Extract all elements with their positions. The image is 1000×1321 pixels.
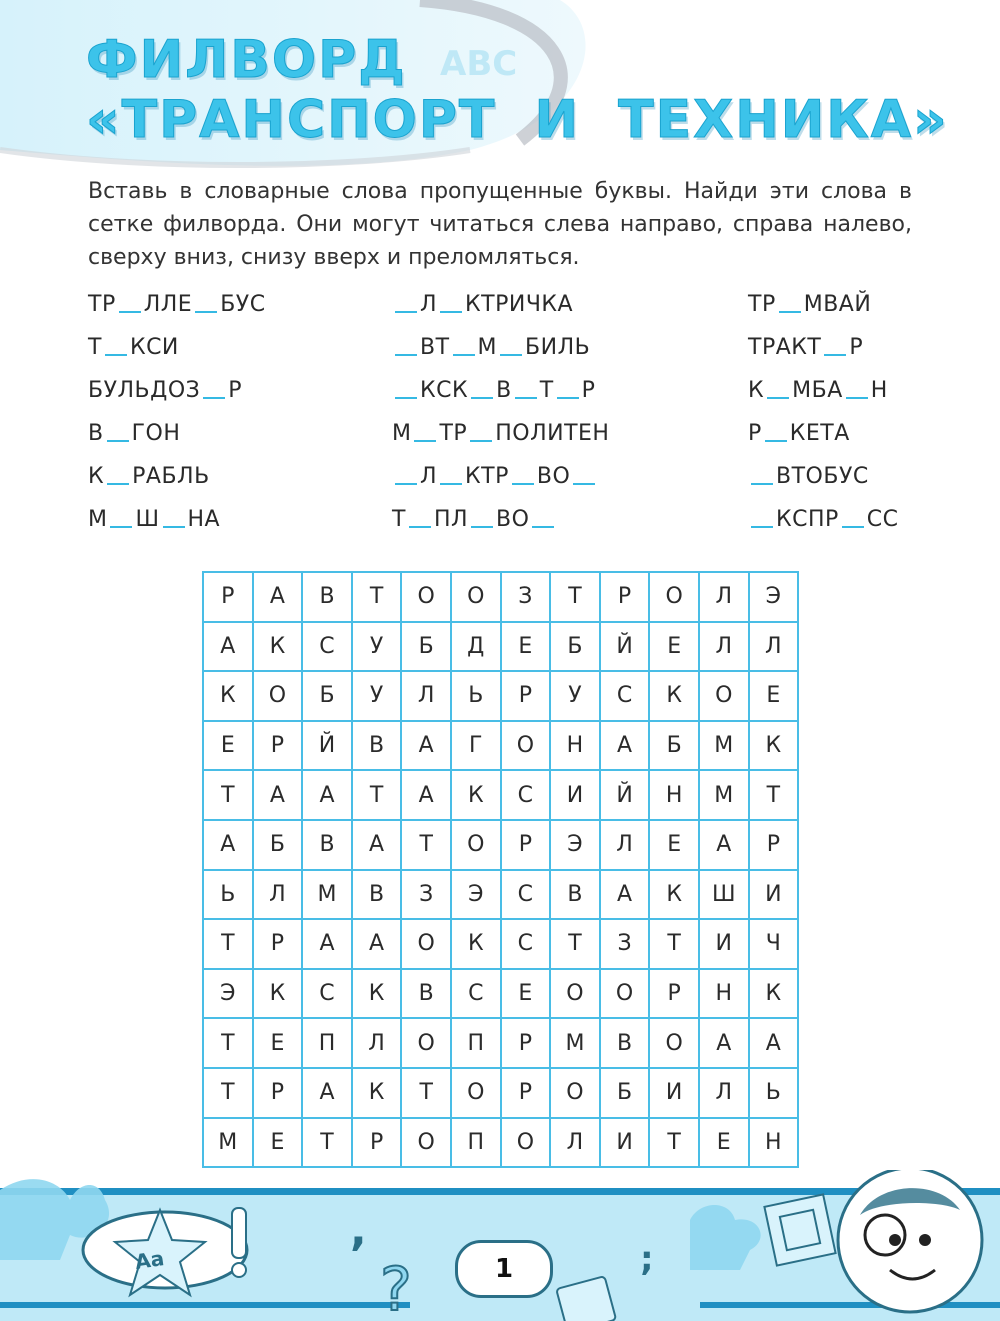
grid-cell: К: [452, 771, 502, 821]
word-item: [392, 369, 609, 412]
grid-cell: З: [502, 573, 552, 623]
grid-cell: Т: [353, 771, 403, 821]
missing-letter-blank: [515, 397, 537, 399]
missing-letter-blank: [203, 397, 225, 399]
grid-cell: Т: [204, 771, 254, 821]
grid-cell: О: [601, 970, 651, 1020]
grid-cell: Й: [601, 623, 651, 673]
word-fragment: В: [88, 421, 104, 446]
missing-letter-blank: [779, 311, 801, 313]
grid-cell: А: [303, 920, 353, 970]
word-column-3: [748, 283, 899, 541]
missing-letter-blank: [440, 311, 462, 313]
grid-cell: Л: [700, 1069, 750, 1119]
word-column-2: [392, 283, 609, 541]
grid-cell: Р: [502, 1019, 552, 1069]
word-fragment: ВО: [496, 507, 530, 532]
grid-cell: Л: [551, 1119, 601, 1169]
grid-cell: О: [402, 920, 452, 970]
grid-cell: К: [254, 970, 304, 1020]
grid-cell: У: [551, 672, 601, 722]
word-fragment: Т: [88, 335, 102, 360]
missing-letter-blank: [512, 483, 534, 485]
grid-cell: У: [353, 623, 403, 673]
grid-cell: Э: [204, 970, 254, 1020]
grid-cell: Е: [204, 722, 254, 772]
missing-letter-blank: [532, 526, 554, 528]
grid-cell: А: [402, 722, 452, 772]
missing-letter-blank: [573, 483, 595, 485]
word-fragment: БУС: [220, 292, 266, 317]
grid-cell: А: [402, 771, 452, 821]
grid-cell: А: [353, 920, 403, 970]
grid-cell: К: [750, 722, 800, 772]
missing-letter-blank: [409, 526, 431, 528]
grid-cell: Р: [502, 672, 552, 722]
grid-cell: Е: [502, 970, 552, 1020]
missing-letter-blank: [440, 483, 462, 485]
word-fragment: Р: [849, 335, 864, 360]
grid-cell: А: [700, 1019, 750, 1069]
grid-cell: С: [502, 920, 552, 970]
grid-cell: О: [551, 1069, 601, 1119]
grid-cell: Е: [650, 623, 700, 673]
word-item: [748, 498, 899, 541]
grid-cell: П: [303, 1019, 353, 1069]
word-fragment: РАБЛЬ: [132, 464, 210, 489]
grid-cell: О: [402, 573, 452, 623]
grid-cell: В: [601, 1019, 651, 1069]
word-fragment: ВТОБУС: [776, 464, 869, 489]
grid-cell: У: [353, 672, 403, 722]
grid-cell: А: [303, 771, 353, 821]
grid-cell: Б: [601, 1069, 651, 1119]
svg-text:;: ;: [640, 1239, 654, 1279]
missing-letter-blank: [751, 526, 773, 528]
grid-cell: А: [254, 573, 304, 623]
grid-cell: К: [750, 970, 800, 1020]
missing-letter-blank: [842, 526, 864, 528]
grid-cell: И: [601, 1119, 651, 1169]
grid-cell: Т: [551, 573, 601, 623]
word-fragment: КТР: [465, 464, 509, 489]
grid-cell: А: [353, 821, 403, 871]
grid-cell: Р: [502, 821, 552, 871]
grid-cell: М: [700, 771, 750, 821]
filword-grid: [202, 571, 799, 1168]
grid-cell: П: [452, 1019, 502, 1069]
grid-cell: Э: [551, 821, 601, 871]
missing-letter-blank: [395, 354, 417, 356]
missing-letter-blank: [557, 397, 579, 399]
grid-cell: Р: [254, 920, 304, 970]
grid-cell: С: [452, 970, 502, 1020]
grid-cell: Г: [452, 722, 502, 772]
grid-cell: Р: [204, 573, 254, 623]
grid-cell: Т: [204, 1069, 254, 1119]
grid-cell: Е: [650, 821, 700, 871]
word-fragment: М: [88, 507, 108, 532]
grid-cell: Ь: [204, 871, 254, 921]
word-list: [0, 283, 1000, 553]
grid-cell: О: [254, 672, 304, 722]
word-item: [88, 369, 266, 412]
grid-cell: Т: [353, 573, 403, 623]
grid-cell: К: [353, 970, 403, 1020]
missing-letter-blank: [395, 311, 417, 313]
word-fragment: ВО: [536, 464, 571, 489]
grid-cell: Ь: [452, 672, 502, 722]
grid-cell: З: [402, 871, 452, 921]
grid-cell: Р: [254, 722, 304, 772]
grid-cell: К: [254, 623, 304, 673]
word-item: [88, 498, 266, 541]
grid-cell: Р: [353, 1119, 403, 1169]
grid-cell: Р: [650, 970, 700, 1020]
missing-letter-blank: [470, 440, 492, 442]
grid-cell: М: [204, 1119, 254, 1169]
grid-cell: Т: [303, 1119, 353, 1169]
word-fragment: СС: [866, 507, 899, 532]
grid-cell: О: [452, 1069, 502, 1119]
grid-cell: Л: [353, 1019, 403, 1069]
grid-cell: С: [303, 623, 353, 673]
word-item: [88, 455, 266, 498]
grid-cell: Б: [402, 623, 452, 673]
grid-cell: Т: [650, 920, 700, 970]
word-fragment: Т: [539, 378, 554, 403]
word-fragment: МБА: [792, 378, 843, 403]
word-item: [392, 412, 609, 455]
grid-cell: Б: [650, 722, 700, 772]
grid-cell: Ь: [750, 1069, 800, 1119]
grid-cell: К: [204, 672, 254, 722]
grid-cell: Р: [502, 1069, 552, 1119]
word-fragment: Т: [392, 507, 406, 532]
word-fragment: ПЛ: [433, 507, 469, 532]
instructions-text: Вставь в словарные слова пропущенные буквы. Найди эти слова в сетке филворда. Они могут читаться слева направо, справа налево, сверху вниз, снизу вверх и преломляться.: [88, 179, 912, 270]
missing-letter-blank: [395, 397, 417, 399]
grid-cell: Т: [551, 920, 601, 970]
word-fragment: НА: [187, 507, 221, 532]
grid-cell: Р: [750, 821, 800, 871]
grid-cell: А: [601, 722, 651, 772]
grid-cell: И: [700, 920, 750, 970]
word-fragment: КСК: [420, 378, 469, 403]
grid-cell: А: [204, 623, 254, 673]
title-line-2: «ТРАНСПОРТ И ТЕХНИКА»: [86, 90, 949, 150]
word-fragment: БИЛЬ: [525, 335, 591, 360]
grid-cell: И: [650, 1069, 700, 1119]
grid-cell: А: [700, 821, 750, 871]
aa-badge: Аа: [133, 1246, 166, 1274]
grid-cell: Е: [700, 1119, 750, 1169]
grid-cell: Ш: [700, 871, 750, 921]
grid-cell: С: [303, 970, 353, 1020]
word-column-1: [88, 283, 266, 541]
grid-cell: А: [204, 821, 254, 871]
word-fragment: Ш: [135, 507, 160, 532]
word-item: [392, 498, 609, 541]
grid-cell: В: [353, 871, 403, 921]
word-item: [748, 412, 899, 455]
grid-cell: Э: [750, 573, 800, 623]
grid-cell: Т: [402, 1069, 452, 1119]
word-fragment: ПОЛИТЕН: [495, 421, 610, 446]
grid-cell: О: [452, 821, 502, 871]
word-item: [748, 455, 899, 498]
word-fragment: К: [748, 378, 765, 403]
grid-cell: О: [551, 970, 601, 1020]
word-fragment: КЕТА: [789, 421, 850, 446]
grid-cell: Р: [601, 573, 651, 623]
grid-cell: Р: [254, 1069, 304, 1119]
grid-cell: Т: [650, 1119, 700, 1169]
grid-cell: З: [601, 920, 651, 970]
grid-cell: О: [700, 672, 750, 722]
title-line-1: ФИЛВОРД: [86, 30, 407, 90]
word-item: [392, 283, 609, 326]
grid-cell: О: [452, 573, 502, 623]
grid-cell: Н: [650, 771, 700, 821]
grid-cell: Ч: [750, 920, 800, 970]
grid-cell: К: [650, 871, 700, 921]
grid-cell: В: [551, 871, 601, 921]
word-fragment: Н: [870, 378, 888, 403]
missing-letter-blank: [453, 354, 475, 356]
grid-cell: Н: [750, 1119, 800, 1169]
grid-cell: Л: [700, 573, 750, 623]
grid-cell: К: [452, 920, 502, 970]
grid-cell: М: [303, 871, 353, 921]
word-item: [392, 455, 609, 498]
grid-cell: О: [502, 1119, 552, 1169]
word-item: [392, 326, 609, 369]
grid-cell: К: [650, 672, 700, 722]
word-fragment: Р: [228, 378, 243, 403]
missing-letter-blank: [395, 483, 417, 485]
grid-cell: Е: [750, 672, 800, 722]
grid-cell: Б: [303, 672, 353, 722]
word-fragment: Л: [420, 292, 438, 317]
word-fragment: Л: [420, 464, 438, 489]
word-fragment: ЛЛЕ: [143, 292, 193, 317]
word-item: [88, 283, 266, 326]
grid-cell: М: [551, 1019, 601, 1069]
missing-letter-blank: [119, 311, 141, 313]
grid-cell: Л: [402, 672, 452, 722]
grid-cell: Т: [402, 821, 452, 871]
grid-cell: С: [601, 672, 651, 722]
grid-cell: Л: [254, 871, 304, 921]
grid-cell: Б: [551, 623, 601, 673]
word-item: [88, 412, 266, 455]
grid-cell: Л: [700, 623, 750, 673]
word-fragment: М: [392, 421, 412, 446]
missing-letter-blank: [107, 483, 129, 485]
word-fragment: КТРИЧКА: [465, 292, 574, 317]
missing-letter-blank: [414, 440, 436, 442]
missing-letter-blank: [824, 354, 846, 356]
word-fragment: Р: [581, 378, 596, 403]
grid-cell: В: [402, 970, 452, 1020]
missing-letter-blank: [163, 526, 185, 528]
missing-letter-blank: [751, 483, 773, 485]
page-number: 1: [455, 1240, 553, 1298]
svg-text:,: ,: [350, 1205, 367, 1256]
svg-text:ABC: ABC: [440, 44, 518, 84]
grid-cell: О: [502, 722, 552, 772]
word-fragment: Р: [748, 421, 762, 446]
grid-cell: А: [750, 1019, 800, 1069]
grid-cell: И: [750, 871, 800, 921]
missing-letter-blank: [105, 354, 127, 356]
grid-cell: О: [402, 1119, 452, 1169]
grid-cell: Т: [204, 1019, 254, 1069]
word-fragment: В: [496, 378, 512, 403]
word-fragment: М: [477, 335, 498, 360]
word-fragment: БУЛЬДОЗ: [88, 378, 201, 403]
grid-cell: О: [650, 1019, 700, 1069]
word-item: [748, 369, 899, 412]
missing-letter-blank: [471, 397, 493, 399]
word-item: [748, 326, 899, 369]
grid-cell: Л: [750, 623, 800, 673]
word-fragment: ТР: [439, 421, 468, 446]
word-fragment: КСПР: [776, 507, 839, 532]
word-fragment: МВАЙ: [803, 292, 872, 317]
word-fragment: ТР: [748, 292, 776, 317]
missing-letter-blank: [195, 311, 217, 313]
grid-cell: Н: [700, 970, 750, 1020]
grid-cell: О: [650, 573, 700, 623]
missing-letter-blank: [846, 397, 868, 399]
word-fragment: ВТ: [420, 335, 450, 360]
grid-cell: Д: [452, 623, 502, 673]
word-fragment: ГОН: [131, 421, 181, 446]
missing-letter-blank: [471, 526, 493, 528]
missing-letter-blank: [107, 440, 129, 442]
grid-cell: С: [502, 871, 552, 921]
word-fragment: ТРАКТ: [748, 335, 822, 360]
grid-cell: П: [452, 1119, 502, 1169]
word-fragment: ТР: [88, 292, 116, 317]
word-item: [748, 283, 899, 326]
grid-cell: Т: [750, 771, 800, 821]
grid-cell: В: [303, 573, 353, 623]
grid-cell: Т: [204, 920, 254, 970]
missing-letter-blank: [500, 354, 522, 356]
grid-cell: Е: [254, 1019, 304, 1069]
word-fragment: КСИ: [129, 335, 179, 360]
word-item: [88, 326, 266, 369]
grid-cell: Б: [254, 821, 304, 871]
missing-letter-blank: [110, 526, 132, 528]
grid-cell: Й: [601, 771, 651, 821]
grid-cell: Й: [303, 722, 353, 772]
grid-cell: М: [700, 722, 750, 772]
grid-cell: К: [353, 1069, 403, 1119]
grid-cell: О: [402, 1019, 452, 1069]
svg-text:?: ?: [380, 1255, 412, 1321]
missing-letter-blank: [767, 397, 789, 399]
grid-cell: А: [303, 1069, 353, 1119]
grid-cell: Е: [254, 1119, 304, 1169]
grid-cell: Л: [601, 821, 651, 871]
word-fragment: К: [88, 464, 105, 489]
grid-cell: А: [254, 771, 304, 821]
grid-cell: В: [353, 722, 403, 772]
grid-cell: С: [502, 771, 552, 821]
grid-cell: Н: [551, 722, 601, 772]
missing-letter-blank: [765, 440, 787, 442]
grid-cell: А: [601, 871, 651, 921]
grid-cell: И: [551, 771, 601, 821]
grid-cell: Е: [502, 623, 552, 673]
grid-cell: В: [303, 821, 353, 871]
grid-cell: Э: [452, 871, 502, 921]
